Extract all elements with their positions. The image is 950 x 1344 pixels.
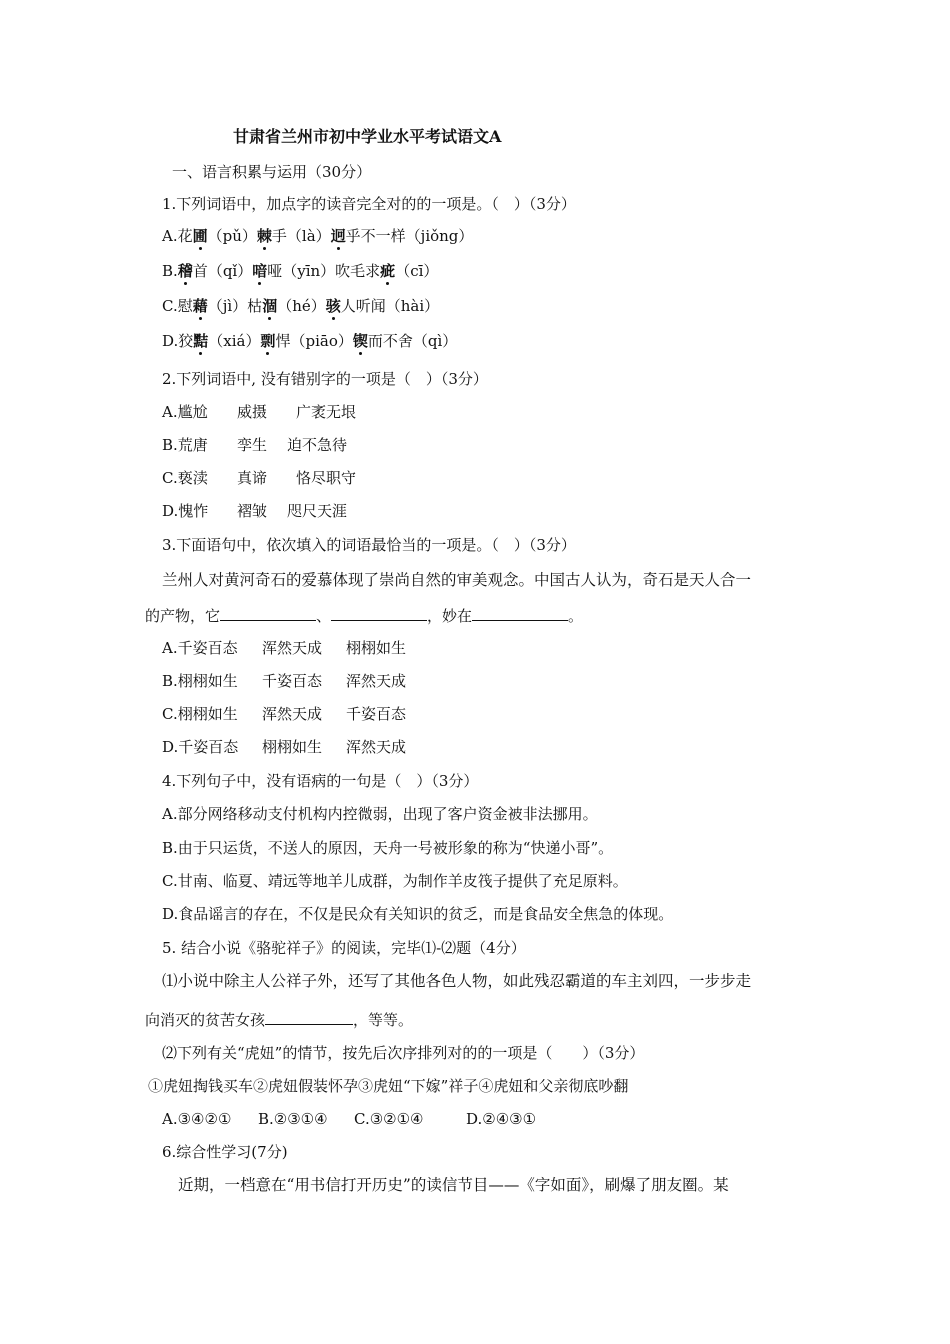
question-5-events: ①虎妞掏钱买车②虎妞假装怀孕③虎妞“下嫁”祥子④虎妞和父亲彻底吵翻 [148,1077,629,1095]
question-1-option-a: A.花圃（pǔ）棘手（là）迥乎不一样（jiǒng） [162,227,474,245]
question-2-option-d: D.愧怍 褶皱 咫尺天涯 [162,502,348,520]
question-1-option-b: B.稽首（qǐ）喑哑（yīn）吹毛求疵（cī） [162,262,439,280]
question-5-part-2: ⑵下列有关“虎妞”的情节，按先后次序排列对的的一项是（ ）（3分） [162,1044,645,1062]
question-4-stem: 4.下列句子中，没有语病的一句是（ ）（3分） [162,772,479,790]
question-3-passage-cont: 的产物，它 、 ，妙在 。 [145,607,584,625]
dotted-char: 喑 [252,262,268,280]
question-5-options: A.③④②① B.②③①④ C.③②①④ D.②④③① [162,1110,537,1128]
question-6-stem: 6.综合性学习(7分) [162,1143,288,1161]
dotted-char: 涸 [262,297,278,315]
question-4-option-a: A.部分网络移动支付机构内控微弱，出现了客户资金被非法挪用。 [162,805,598,823]
question-5-part-1-cont: 向消灭的贫苦女孩 ，等等。 [145,1011,414,1029]
fill-blank [220,605,316,621]
question-1-option-c: C.慰藉（jì）枯涸（hé）骇人听闻（hài） [162,297,440,315]
dotted-char: 疵 [380,262,396,280]
dotted-char: 锲 [352,332,368,350]
question-2-stem: 2.下列词语中, 没有错别字的一项是（ ）（3分） [162,370,488,388]
dotted-char: 迥 [330,227,346,245]
question-2-option-a: A.尴尬 威摄 广袤无垠 [162,403,357,421]
section-heading: 一、语言积累与运用（30分） [172,163,372,181]
question-4-option-b: B.由于只运货，不送人的原因，天舟一号被形象的称为“快递小哥”。 [162,839,614,857]
dotted-char: 黠 [193,332,209,350]
question-1-option-d: D.狡黠（xiá）剽悍（piāo）锲而不舍（qì） [162,332,458,350]
question-3-option-b: B.栩栩如生 千姿百态 浑然天成 [162,672,407,690]
question-3-option-c: C.栩栩如生 浑然天成 千姿百态 [162,705,407,723]
dotted-char: 圃 [192,227,208,245]
question-3-option-a: A.千姿百态 浑然天成 栩栩如生 [162,639,407,657]
question-4-option-d: D.食品谣言的存在，不仅是民众有关知识的贫乏，而是食品安全焦急的体现。 [162,905,674,923]
question-5-part-1: ⑴小说中除主人公祥子外，还写了其他各色人物，如此残忍霸道的车主刘四，一步步走 [162,972,752,990]
question-3-option-d: D.千姿百态 栩栩如生 浑然天成 [162,738,407,756]
dotted-char: 棘 [256,227,272,245]
fill-blank [331,605,427,621]
question-5-stem: 5. 结合小说《骆驼祥子》的阅读，完毕⑴-⑵题（4分） [162,939,526,957]
dotted-char: 剽 [260,332,276,350]
page-title: 甘肃省兰州市初中学业水平考试语文A [233,127,502,146]
dotted-char: 骇 [325,297,341,315]
question-3-passage: 兰州人对黄河奇石的爱慕体现了崇尚自然的审美观念。中国古人认为，奇石是天人合一 [162,571,752,589]
question-1-stem: 1.下列词语中，加点字的读音完全对的的一项是。（ ）（3分） [162,195,576,213]
question-2-option-b: B.荒唐 孪生 迫不急待 [162,436,348,454]
question-6-passage: 近期，一档意在“用书信打开历史”的读信节目——《字如面》，刷爆了朋友圈。某 [178,1176,729,1194]
dotted-char: 稽 [177,262,193,280]
fill-blank [265,1009,353,1025]
fill-blank [472,605,568,621]
question-2-option-c: C.亵渎 真谛 恪尽职守 [162,469,357,487]
question-4-option-c: C.甘南、临夏、靖远等地羊儿成群，为制作羊皮筏子提供了充足原料。 [162,872,628,890]
question-3-stem: 3.下面语句中，依次填入的词语最恰当的一项是。（ ）（3分） [162,536,576,554]
dotted-char: 藉 [192,297,208,315]
